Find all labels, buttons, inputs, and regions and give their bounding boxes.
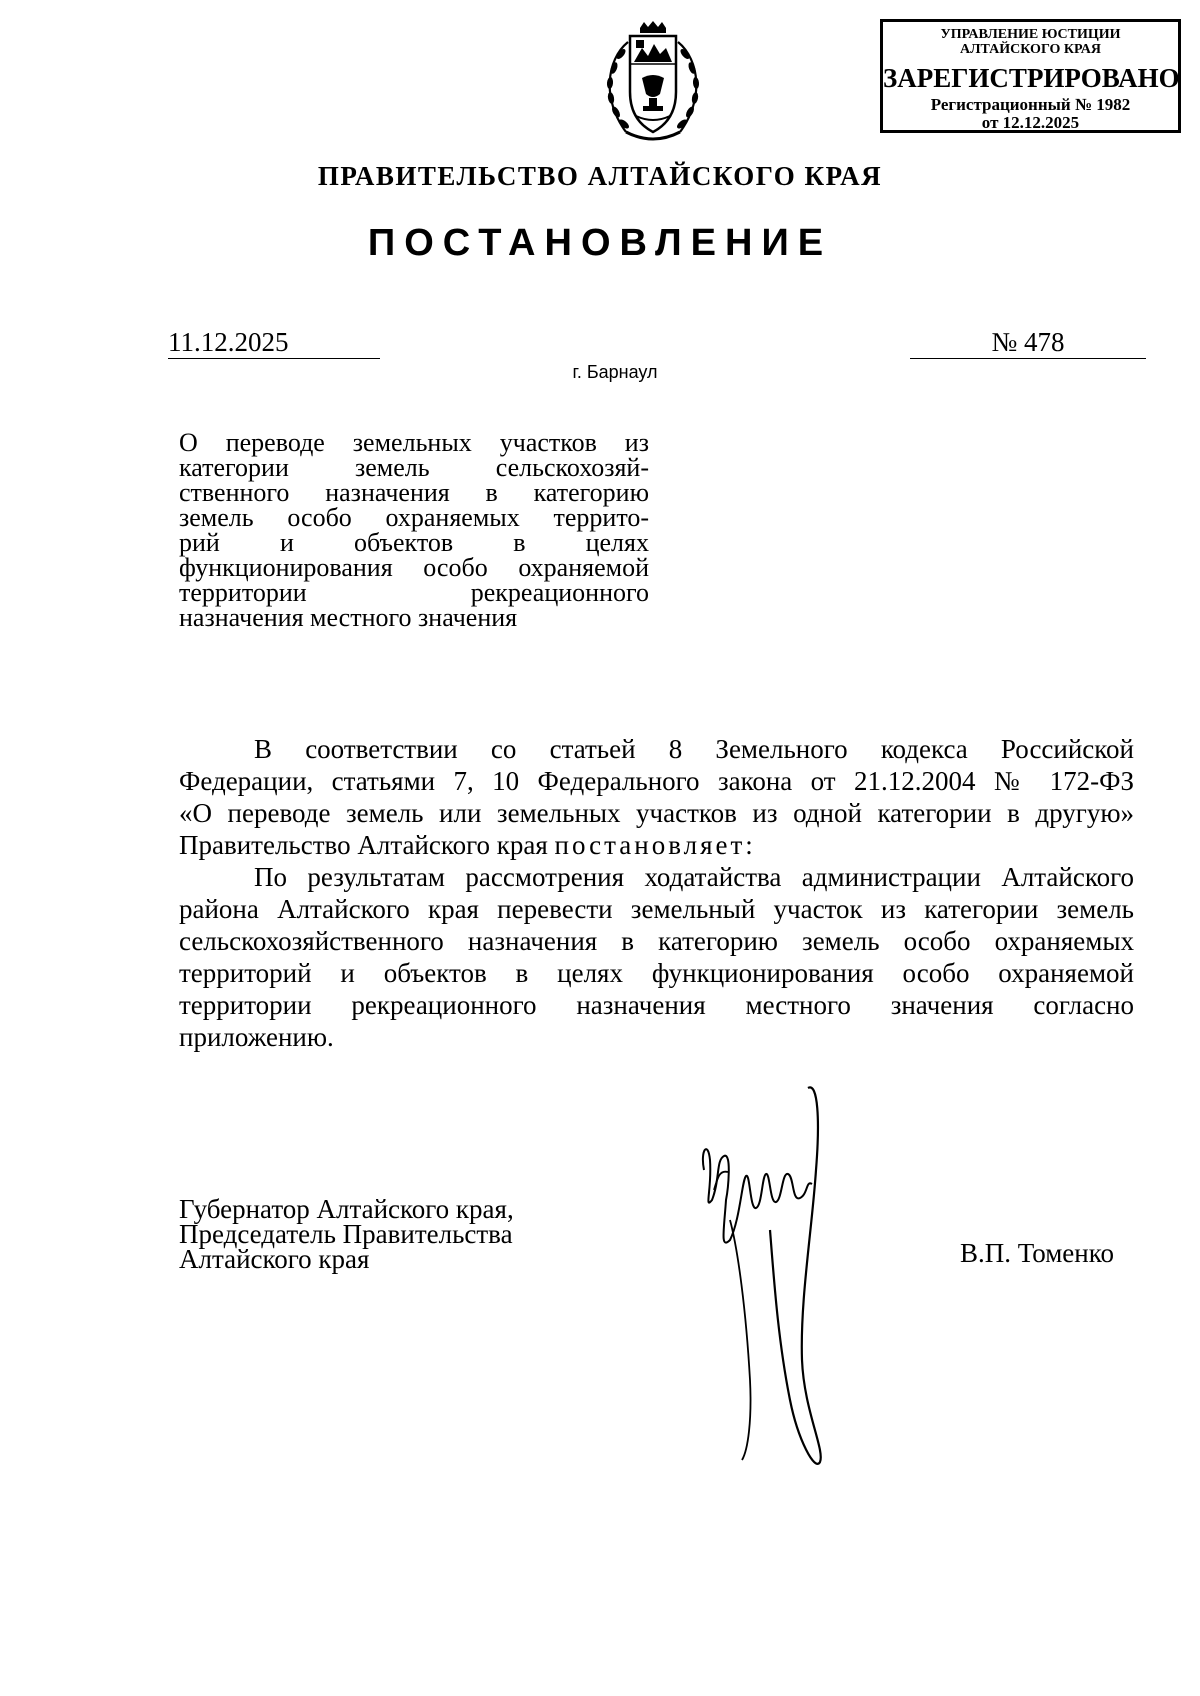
document-type: ПОСТАНОВЛЕНИЕ (367, 222, 833, 264)
subject-line: земель особо охраняемых террито- (179, 503, 649, 532)
body-line: приложению. (179, 1022, 334, 1052)
document-city: г. Барнаул (572, 362, 658, 382)
body-line: «О переводе земель или земельных участков из одной категории в другую» (179, 798, 1134, 828)
subject-line: назначения местного значения (179, 603, 518, 632)
subject-line: ственного назначения в категорию (179, 478, 649, 507)
decree-keyword: постановляет: (554, 830, 756, 860)
handwritten-signature (690, 1080, 860, 1480)
stamp-line-2: АЛТАЙСКОГО КРАЯ (959, 42, 1102, 57)
stamp-registration-number: Регистрационный № 1982 (930, 95, 1131, 114)
body-line: территории рекреационного назначения местного значения согласно (179, 990, 1134, 1020)
stamp-line-1: УПРАВЛЕНИЕ ЮСТИЦИИ (940, 27, 1121, 42)
subject-line: категории земель сельскохозяй- (179, 453, 649, 482)
subject-line: О переводе земельных участков из (179, 428, 649, 457)
stamp-registration-date: от 12.12.2025 (981, 113, 1080, 132)
signer-title-line: Алтайского края (179, 1244, 370, 1274)
subject-line: рий и объектов в целях (179, 528, 649, 557)
document-number: № 478 (910, 326, 1146, 359)
body-line (179, 829, 1134, 861)
subject-line: территории рекреационного (179, 578, 649, 607)
stamp-status: ЗАРЕГИСТРИРОВАНО (883, 63, 1180, 93)
document-date: 11.12.2025 (168, 326, 380, 359)
signer-name: В.П. Томенко (960, 1238, 1114, 1268)
subject-line: функционирования особо охраняемой (179, 553, 649, 582)
registration-stamp (880, 19, 1181, 133)
body-paragraph-2 (179, 861, 1134, 1053)
body-line: По результатам рассмотрения ходатайства администрации Алтайского (254, 862, 1134, 892)
body-paragraph-1 (179, 733, 1134, 861)
coat-of-arms-icon (588, 20, 718, 150)
signer-title (179, 1194, 514, 1274)
body-line: сельскохозяйственного назначения в категорию земель особо охраняемых (179, 926, 1134, 956)
government-title: ПРАВИТЕЛЬСТВО АЛТАЙСКОГО КРАЯ (317, 161, 883, 191)
body-line: района Алтайского края перевести земельный участок из категории земель (179, 894, 1134, 924)
body-line: В соответствии со статьей 8 Земельного кодекса Российской (254, 734, 1134, 764)
signer-title-line: Губернатор Алтайского края, (179, 1194, 514, 1224)
signer-title-line: Председатель Правительства (179, 1219, 513, 1249)
government-subject: Правительство Алтайского края (179, 830, 555, 860)
body-line: территорий и объектов в целях функционирования особо охраняемой (179, 958, 1134, 988)
body-line: Федерации, статьями 7, 10 Федерального закона от 21.12.2004 № 172-ФЗ (179, 766, 1134, 796)
document-subject (179, 430, 649, 630)
